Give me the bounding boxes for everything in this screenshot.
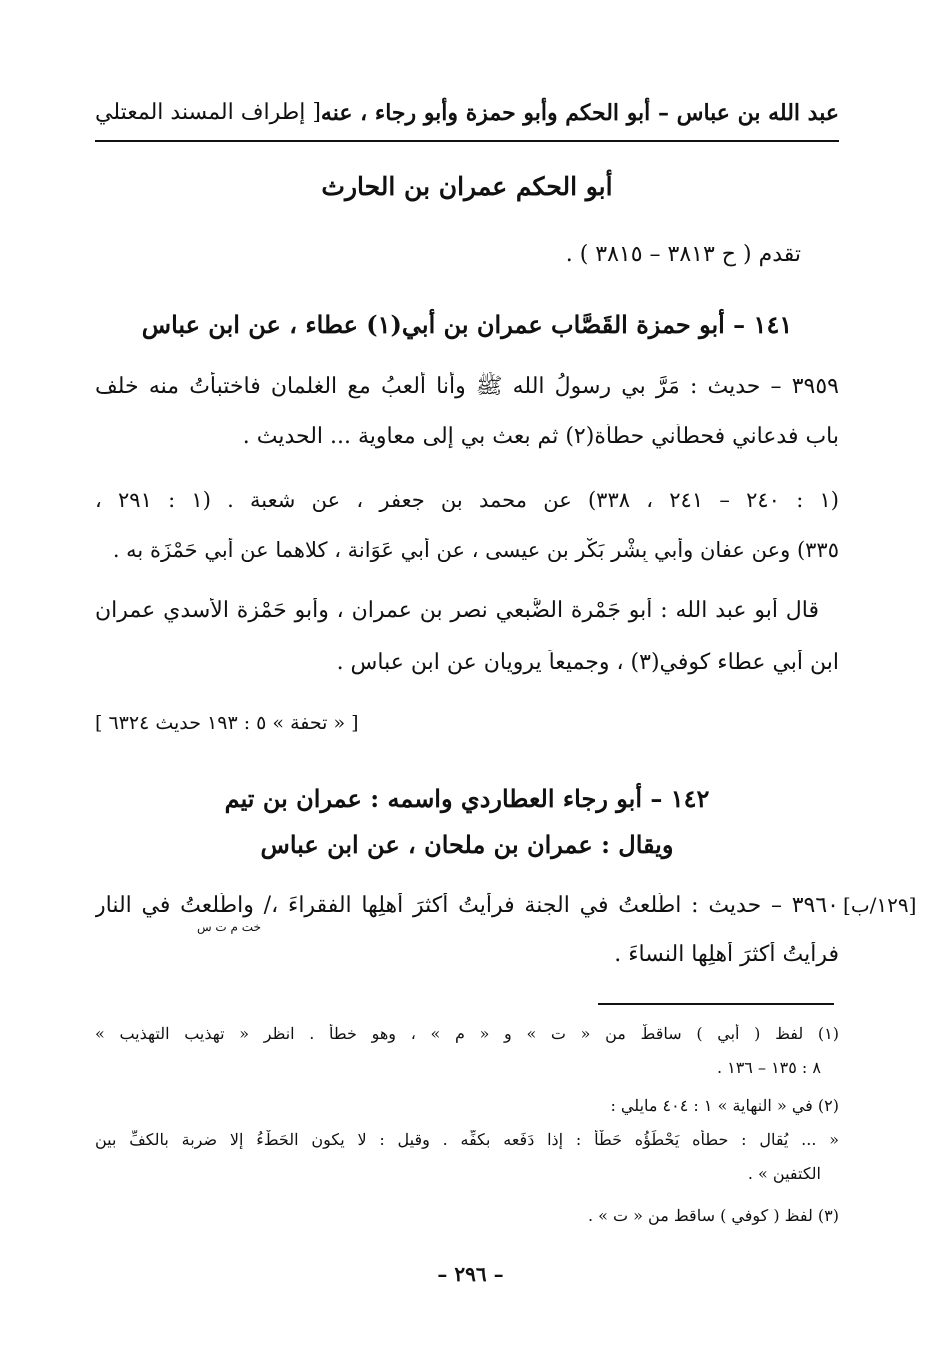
section-title-141: ١٤١ – أبو حمزة القَصَّاب عمران بن أبي(١) عطاء ، عن ابن عباس — [141, 310, 793, 339]
tuhfa-reference: [ « تحفة » ٥ : ١٩٣ حديث ٦٣٢٤ ] — [95, 712, 359, 734]
running-header — [95, 100, 839, 134]
header-rule — [95, 140, 839, 142]
isnad-line-1: (١ : ٢٤٠ – ٢٤١ ، ٣٣٨) عن محمد بن جعفر ، عن شعبة . (١ : ٢٩١ ، — [95, 488, 839, 512]
footnote-2-line-2: « ... يُقال : حطأه يَحْطَؤُه حَطْأً : إذا دَفَعه بكفِّه . وقيل : لا يكون الحَطْءُ إلا ضربة بالكفِّ بين — [95, 1130, 839, 1149]
footnote-2-line-1: (٢) في « النهاية » ١ : ٤٠٤ مايلي : — [610, 1096, 839, 1115]
footnote-3: (٣) لفظ ( كوفي ) ساقط من « ت » . — [587, 1206, 839, 1225]
hadith-3959-line-1: ٣٩٥٩ – حديث : مَرَّ بي رسولُ الله ﷺ وأنا ألعبُ مع الغلمان فاختبأتُ منه خلف — [95, 374, 839, 399]
footnote-rule — [598, 1003, 834, 1005]
footnote-2-line-3: الكتفين » . — [747, 1164, 821, 1183]
page-number: – ٢٩٦ – — [437, 1262, 504, 1286]
section-title-142-alt-name: ويقال : عمران بن ملحان ، عن ابن عباس — [260, 830, 674, 859]
footnote-1-line-1: (١) لفظ ( أبي ) ساقطٌ من « ت » و « م » ، وهو خطأ . انظر « تهذيب التهذيب » — [95, 1024, 839, 1043]
note-line-1: قال أبو عبد الله : أبو جَمْرة الضُّبعي نصر بن عمران ، وأبو حَمْزة الأسدي عمران — [95, 598, 819, 623]
note-line-2: ابن أبي عطاء كوفي(٣) ، وجميعاً يرويان عن ابن عباس . — [336, 650, 839, 675]
cross-reference: تقدم ( ح ٣٨١٣ – ٣٨١٥ ) . — [565, 242, 801, 267]
section-title-142: ١٤٢ – أبو رجاء العطاردي واسمه : عمران بن تيم — [224, 784, 710, 813]
hadith-3960-sigla: خت م ت س — [196, 920, 261, 934]
hadith-3960-line-1: ٣٩٦٠ – حديث : اطَّلعتُ في الجنة فرأيتُ أكثرَ أهلِها الفقراءَ ،/ واطَّلعتُ في النار — [95, 893, 839, 918]
manuscript-folio-marker: [١٢٩/ب] — [843, 893, 917, 917]
section-title-abu-alhakam: أبو الحكم عمران بن الحارث — [321, 172, 613, 201]
header-chapter-title: عبد الله بن عباس – أبو الحكم وأبو حمزة وأبو رجاء ، عنه — [320, 100, 839, 126]
hadith-3960-line-2: فرأيتُ أكثرَ أهلِها النساءَ . — [614, 942, 839, 967]
footnote-1-line-2: ٨ : ١٣٥ – ١٣٦ . — [716, 1058, 821, 1077]
isnad-line-2: ٣٣٥) وعن عفان وأبي بِشْر بَكْر بن عيسى ، عن أبي عَوَانة ، كلاهما عن أبي حَمْزَة به . — [112, 538, 839, 562]
hadith-3959-line-2: باب فدعاني فحطأني حطأة(٢) ثم بعث بي إلى معاوية ... الحديث . — [242, 424, 839, 449]
header-book-title: [ إطراف المسند المعتلي — [95, 100, 321, 125]
